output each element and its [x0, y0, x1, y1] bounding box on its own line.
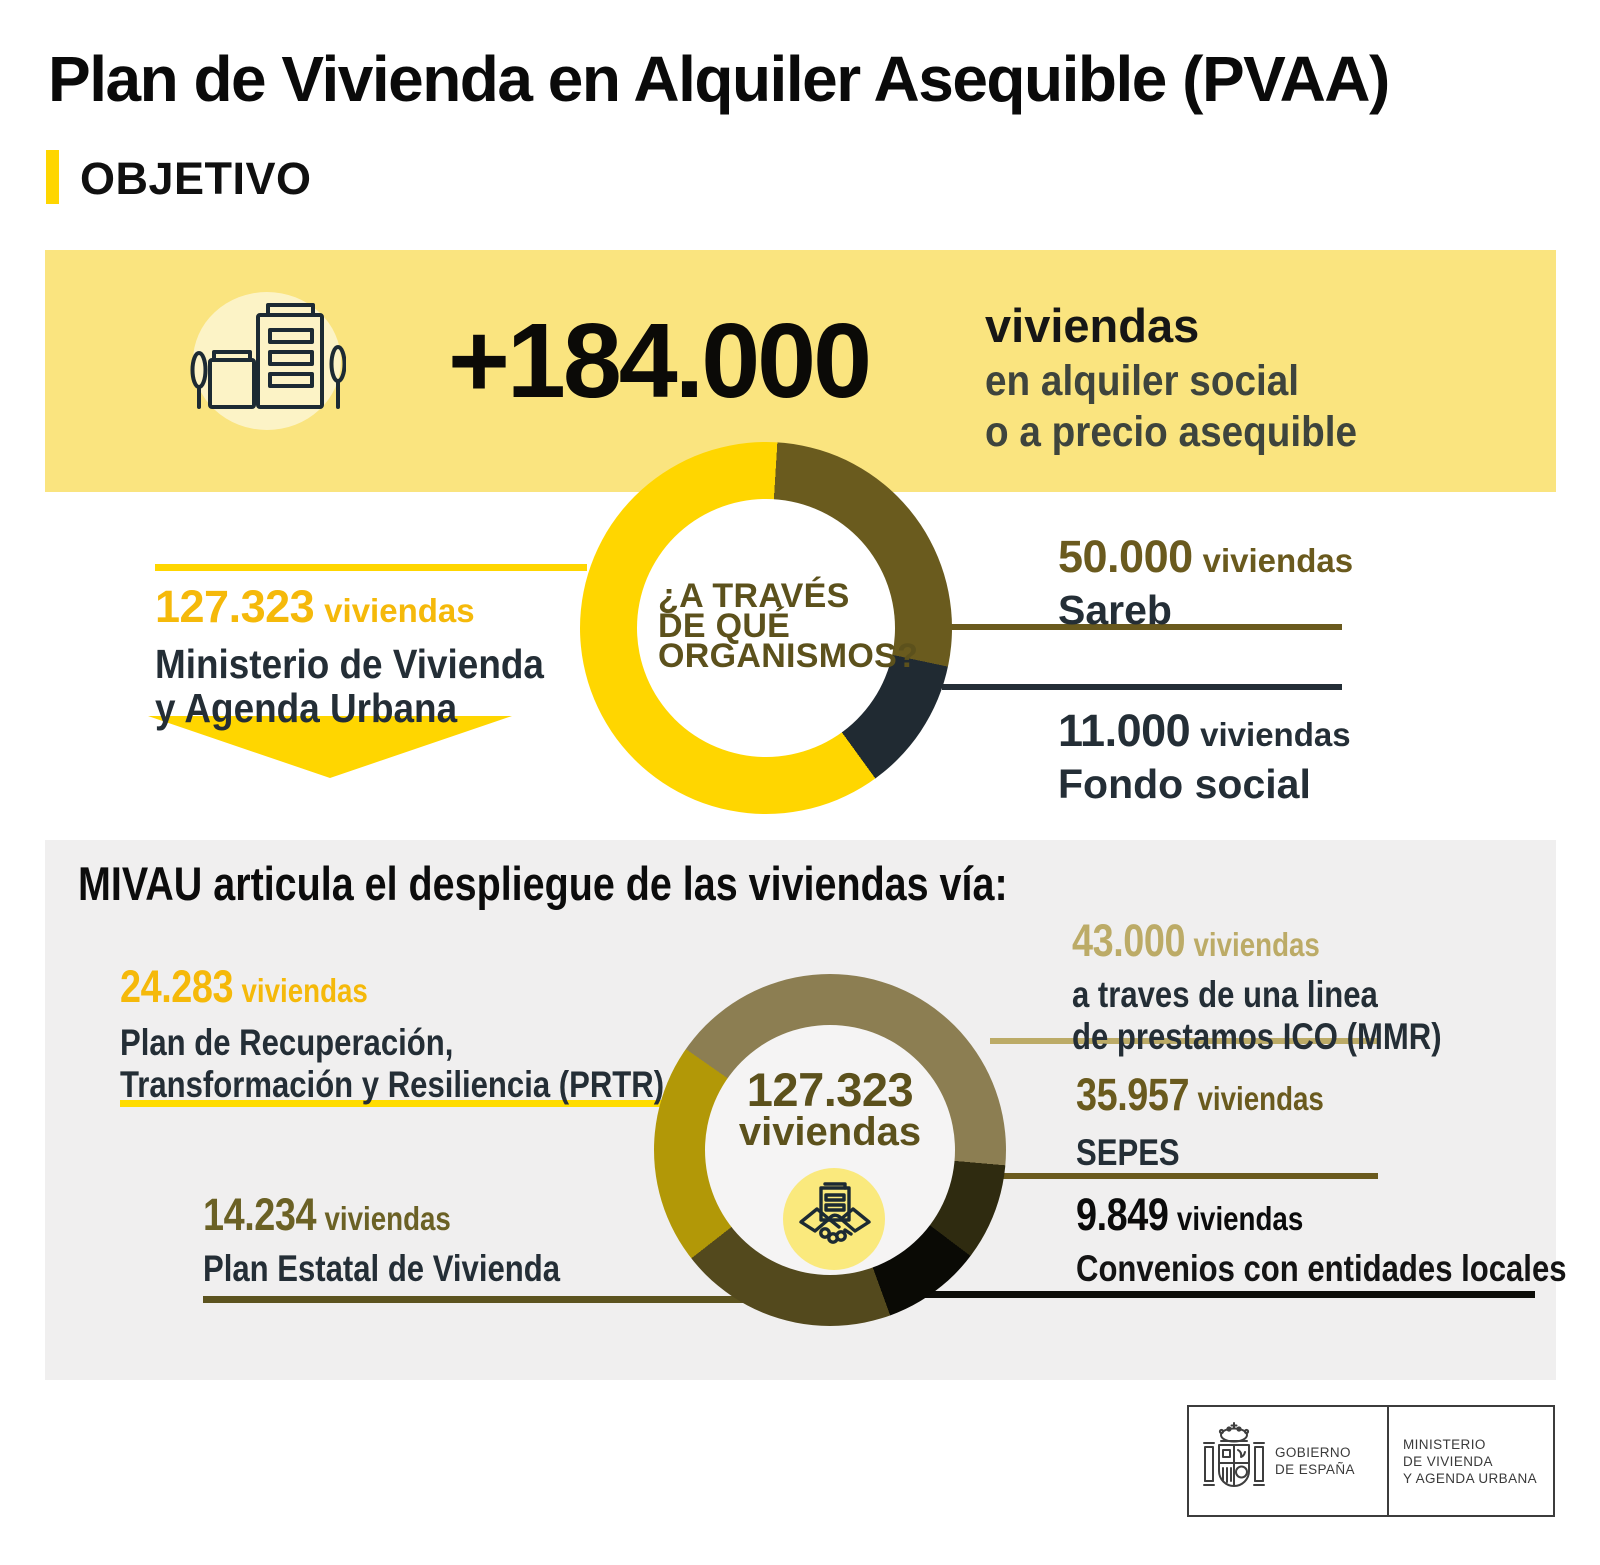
page-title: Plan de Vivienda en Alquiler Asequible (PVAA) — [48, 43, 1389, 115]
plan-estatal-connector-line — [203, 1296, 763, 1303]
unit-label: viviendas — [1176, 1200, 1304, 1237]
total-homes-caption — [985, 300, 1398, 456]
sepes-connector-line — [1000, 1173, 1378, 1179]
mivau-heading: MIVAU articula el despliegue de las viviendas vía: — [78, 857, 1008, 910]
unit-label: viviendas — [1193, 926, 1320, 963]
value: 43.000 — [1072, 915, 1186, 966]
donut-center-unit: viviendas — [738, 1110, 922, 1154]
building-icon — [190, 302, 346, 410]
donut-center-question: ¿A TRAVÉS DE QUÉ ORGANISMOS? — [658, 577, 919, 675]
ministerio-connector-line — [155, 564, 587, 571]
value: 11.000 — [1058, 705, 1191, 756]
ministerio-label: 127.323 viviendas Ministerio de Vivienda y Agenda Urbana — [155, 581, 544, 731]
value: 35.957 — [1076, 1069, 1190, 1120]
plan-estatal-label: 14.234 viviendas Plan Estatal de Vivienda — [203, 1189, 560, 1289]
value: 9.849 — [1076, 1189, 1169, 1240]
organisms-donut-chart — [580, 442, 952, 814]
value: 24.283 — [120, 961, 234, 1012]
unit-label: viviendas — [1200, 716, 1351, 753]
ministerio-cell: MINISTERIO DE VIVIENDA Y AGENDA URBANA — [1403, 1436, 1538, 1486]
government-logo — [1187, 1405, 1555, 1517]
caption-line1: en alquiler social — [985, 356, 1300, 405]
gobierno-text: GOBIERNO DE ESPAÑA — [1275, 1445, 1355, 1477]
unit-label: viviendas — [1197, 1080, 1324, 1117]
caption-unit: viviendas — [985, 299, 1200, 352]
unit-label: viviendas — [324, 592, 475, 629]
sareb-label: 50.000 viviendas Sareb — [1058, 531, 1354, 633]
section-accent-bar — [46, 150, 59, 204]
gobierno-cell — [1189, 1407, 1389, 1515]
spain-coat-of-arms-icon — [1203, 1419, 1265, 1503]
total-homes-number: +184.000 — [448, 302, 870, 420]
section-label: OBJETIVO — [80, 153, 312, 204]
sepes-label: 35.957 viviendas SEPES — [1076, 1069, 1324, 1173]
ico-label: 43.000 viviendas a traves de una linea de prestamos ICO (MMR) — [1072, 915, 1442, 1057]
fondo-social-label: 11.000 viviendas Fondo social — [1058, 705, 1351, 807]
caption-line2: o a precio asequible — [985, 407, 1358, 456]
prtr-label: 24.283 viviendas Plan de Recuperación, Transformación y Resiliencia (PRTR) — [120, 961, 665, 1105]
unit-label: viviendas — [1202, 542, 1354, 579]
fondo-connector-line — [942, 684, 1342, 690]
handshake-icon-background — [783, 1168, 885, 1270]
value: 50.000 — [1058, 531, 1193, 582]
unit-label: viviendas — [324, 1200, 451, 1237]
value: 14.234 — [203, 1189, 317, 1240]
handshake-document-icon — [795, 1178, 873, 1258]
donut-center-total: 127.323 — [746, 1063, 914, 1116]
convenios-label: 9.849 viviendas Convenios con entidades locales — [1076, 1189, 1567, 1289]
convenios-connector-line — [890, 1291, 1535, 1298]
value: 127.323 — [155, 581, 315, 632]
unit-label: viviendas — [241, 972, 368, 1009]
